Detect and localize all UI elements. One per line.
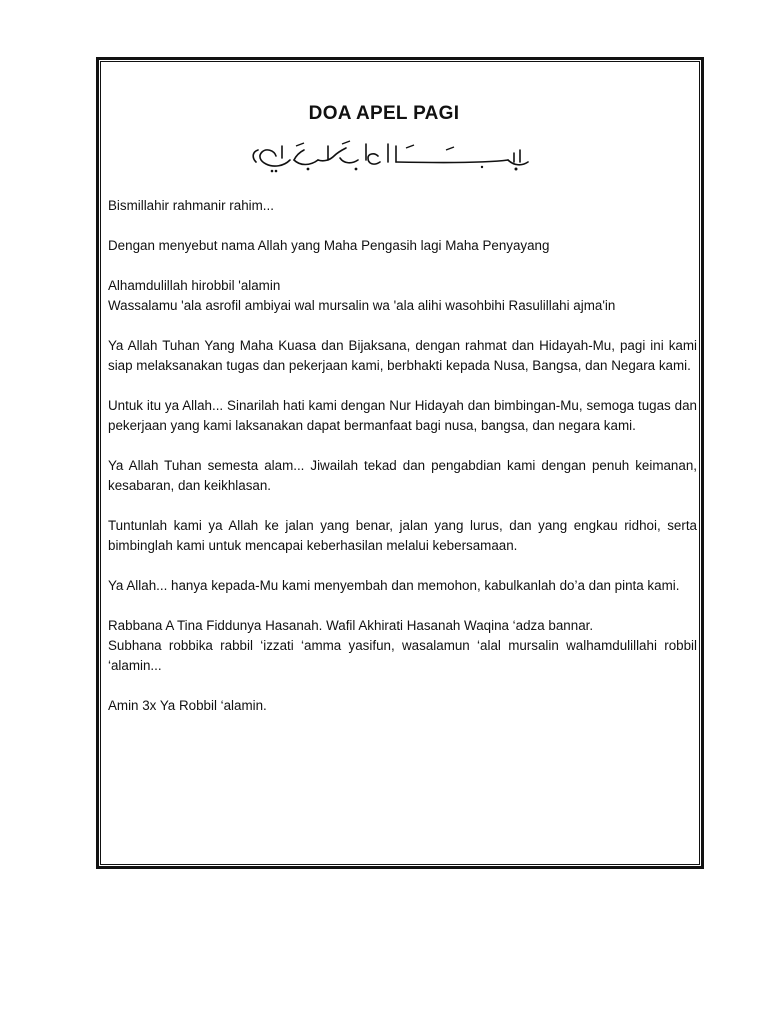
paragraph xyxy=(108,616,697,676)
paragraph xyxy=(108,196,697,216)
paragraph xyxy=(108,576,697,596)
paragraph-line: Subhana robbika rabbil ‘izzati ‘amma yasifun, wasalamun ‘alal mursalin walhamdulillahi robbil ‘alamin... xyxy=(108,638,697,673)
paragraph xyxy=(108,336,697,376)
paragraph-line: Ya Allah... hanya kepada-Mu kami menyembah dan memohon, kabulkanlah do’a dan pinta kami. xyxy=(108,578,680,593)
document-title: DOA APEL PAGI xyxy=(308,103,460,124)
paragraph xyxy=(108,456,697,496)
paragraph-line: Bismillahir rahmanir rahim... xyxy=(108,198,274,213)
paragraph-line: Rabbana A Tina Fiddunya Hasanah. Wafil Akhirati Hasanah Waqina ‘adza bannar. xyxy=(108,618,594,633)
paragraph-line: Wassalamu 'ala asrofil ambiyai wal mursalin wa 'ala alihi wasohbihi Rasulillahi ajma'in xyxy=(108,298,616,313)
paragraph xyxy=(108,276,697,316)
paragraph-line: Untuk itu ya Allah... Sinarilah hati kami dengan Nur Hidayah dan bimbingan-Mu, semoga tugas dan pekerjaan yang kami laksanakan dapat bermanfaat bagi nusa, bangsa, dan negara kami. xyxy=(108,398,697,433)
paragraph xyxy=(108,516,697,556)
document-body xyxy=(108,196,697,736)
basmala-calligraphy xyxy=(246,136,536,176)
paragraph-line: Tuntunlah kami ya Allah ke jalan yang benar, jalan yang lurus, dan yang engkau ridhoi, serta bimbinglah kami untuk mencapai keberhasilan melalui kebersamaan. xyxy=(108,518,697,553)
paragraph-line: Ya Allah Tuhan Yang Maha Kuasa dan Bijaksana, dengan rahmat dan Hidayah-Mu, pagi ini kami siap melaksanakan tugas dan pekerjaan kami, berbhakti kepada Nusa, Bangsa, dan Negara kami. xyxy=(108,338,697,373)
paragraph xyxy=(108,696,697,716)
paragraph-line: Amin 3x Ya Robbil ‘alamin. xyxy=(108,698,267,713)
paragraph xyxy=(108,396,697,436)
paragraph xyxy=(108,236,697,256)
paragraph-line: Alhamdulillah hirobbil 'alamin xyxy=(108,278,281,293)
paragraph-line: Ya Allah Tuhan semesta alam... Jiwailah tekad dan pengabdian kami dengan penuh keimanan, kesabaran, dan keikhlasan. xyxy=(108,458,697,493)
paragraph-line: Dengan menyebut nama Allah yang Maha Pengasih lagi Maha Penyayang xyxy=(108,238,550,253)
